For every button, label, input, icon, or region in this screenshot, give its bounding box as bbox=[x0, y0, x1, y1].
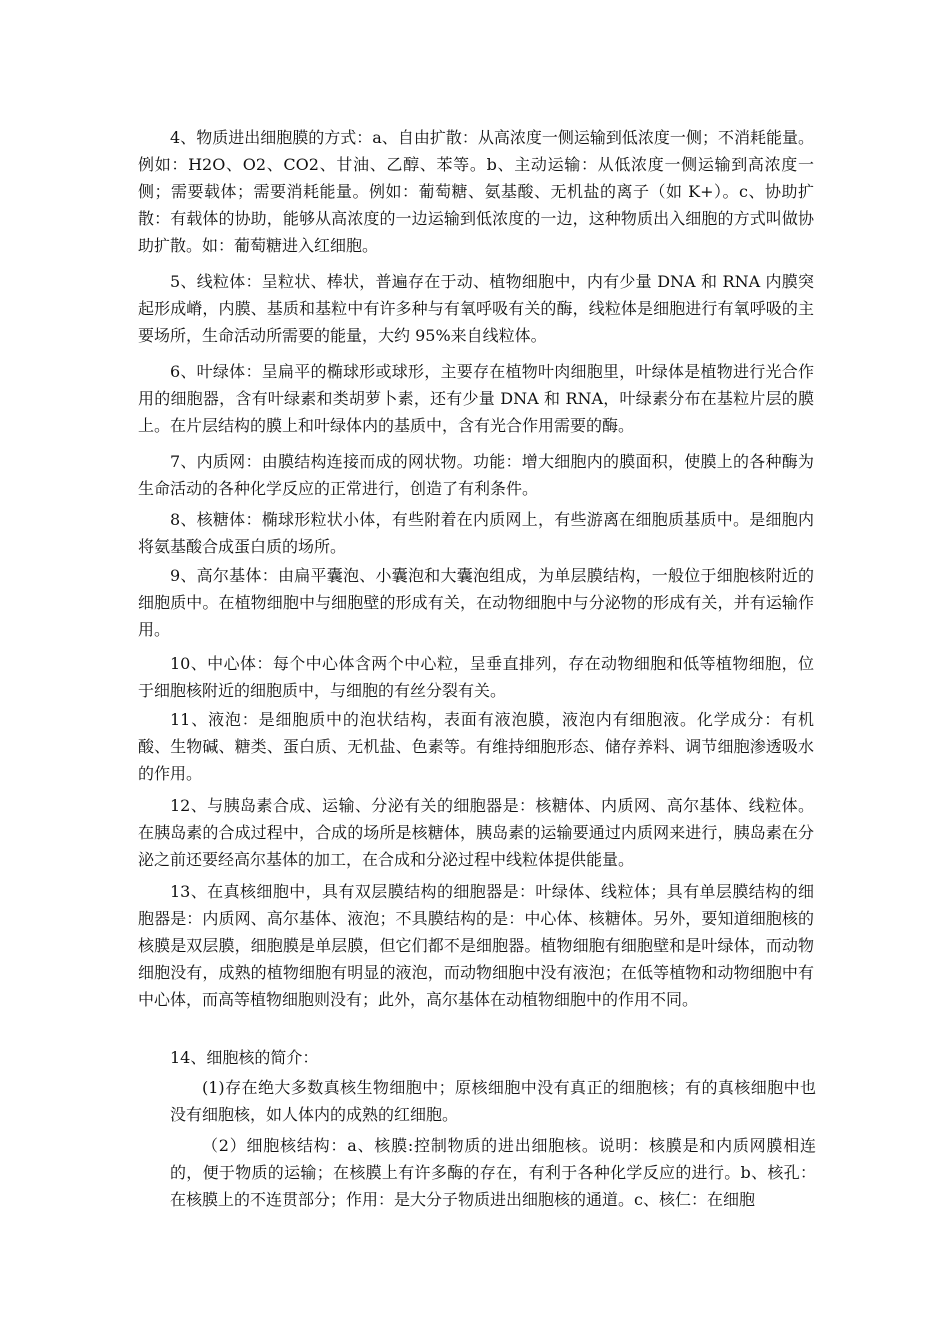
paragraph-insulin: 12、与胰岛素合成、运输、分泌有关的细胞器是：核糖体、内质网、高尔基体、线粒体。在胰岛素的合成过程中，合成的场所是核糖体，胰岛素的运输要通过内质网来进行，胰岛素在分泌之前还要经高尔基体的加工，在合成和分泌过程中线粒体提供能量。 bbox=[138, 796, 814, 869]
paragraph-endoplasmic-reticulum: 7、内质网：由膜结构连接而成的网状物。功能：增大细胞内的膜面积，使膜上的各种酶为生命活动的各种化学反应的正常进行，创造了有利条件。 bbox=[138, 452, 814, 498]
paragraph-golgi: 9、高尔基体：由扁平囊泡、小囊泡和大囊泡组成，为单层膜结构，一般位于细胞核附近的细胞质中。在植物细胞中与细胞壁的形成有关，在动物细胞中与分泌物的形成有关，并有运输作用。 bbox=[138, 566, 814, 639]
paragraph-vacuole: 11、液泡：是细胞质中的泡状结构，表面有液泡膜，液泡内有细胞液。化学成分：有机酸、生物碱、糖类、蛋白质、无机盐、色素等。有维持细胞形态、储存养料、调节细胞渗透吸水的作用。 bbox=[138, 710, 814, 783]
paragraph-nucleus-heading: 14、细胞核的简介： bbox=[170, 1048, 319, 1067]
paragraph-mitochondria: 5、线粒体：呈粒状、棒状，普遍存在于动、植物细胞中，内有少量 DNA 和 RNA 内膜突起形成嵴，内膜、基质和基粒中有许多种与有氧呼吸有关的酶，线粒体是细胞进行有氧呼吸的主要场所，生命活动所需要的能量，大约 95%来自线粒体。 bbox=[138, 272, 814, 345]
paragraph-centrosome: 10、中心体：每个中心体含两个中心粒，呈垂直排列，存在动物细胞和低等植物细胞，位于细胞核附近的细胞质中，与细胞的有丝分裂有关。 bbox=[138, 654, 814, 700]
paragraph-chloroplast: 6、叶绿体：呈扁平的椭球形或球形，主要存在植物叶肉细胞里，叶绿体是植物进行光合作用的细胞器，含有叶绿素和类胡萝卜素，还有少量 DNA 和 RNA，叶绿素分布在基粒片层的膜上。在片层结构的膜上和叶绿体内的基质中，含有光合作用需要的酶。 bbox=[138, 362, 814, 435]
paragraph-membrane-structures: 13、在真核细胞中，具有双层膜结构的细胞器是：叶绿体、线粒体；具有单层膜结构的细胞器是：内质网、高尔基体、液泡；不具膜结构的是：中心体、核糖体。另外，要知道细胞核的核膜是双层膜，细胞膜是单层膜，但它们都不是细胞器。植物细胞有细胞壁和是叶绿体，而动物细胞没有，成熟的植物细胞有明显的液泡，而动物细胞中没有液泡；在低等植物和动物细胞中有中心体，而高等植物细胞则没有；此外，高尔基体在动植物细胞中的作用不同。 bbox=[138, 882, 814, 1009]
paragraph-nucleus-structure: （2）细胞核结构：a、核膜:控制物质的进出细胞核。说明：核膜是和内质网膜相连的，便于物质的运输；在核膜上有许多酶的存在，有利于各种化学反应的进行。b、核孔：在核膜上的不连贯部分；作用：是大分子物质进出细胞核的通道。c、核仁：在细胞 bbox=[170, 1136, 816, 1209]
paragraph-ribosome: 8、核糖体：椭球形粒状小体，有些附着在内质网上，有些游离在细胞质基质中。是细胞内将氨基酸合成蛋白质的场所。 bbox=[138, 510, 814, 556]
paragraph-transport-methods: 4、物质进出细胞膜的方式：a、自由扩散：从高浓度一侧运输到低浓度一侧；不消耗能量。例如：H2O、O2、CO2、甘油、乙醇、苯等。b、主动运输：从低浓度一侧运输到高浓度一侧；需要载体；需要消耗能量。例如：葡萄糖、氨基酸、无机盐的离子（如 K+）。c、协助扩散：有载体的协助，能够从高浓度的一边运输到低浓度的一边，这种物质出入细胞的方式叫做协助扩散。如：葡萄糖进入红细胞。 bbox=[138, 128, 814, 255]
paragraph-nucleus-existence: (1)存在绝大多数真核生物细胞中；原核细胞中没有真正的细胞核；有的真核细胞中也没有细胞核，如人体内的成熟的红细胞。 bbox=[170, 1078, 816, 1124]
